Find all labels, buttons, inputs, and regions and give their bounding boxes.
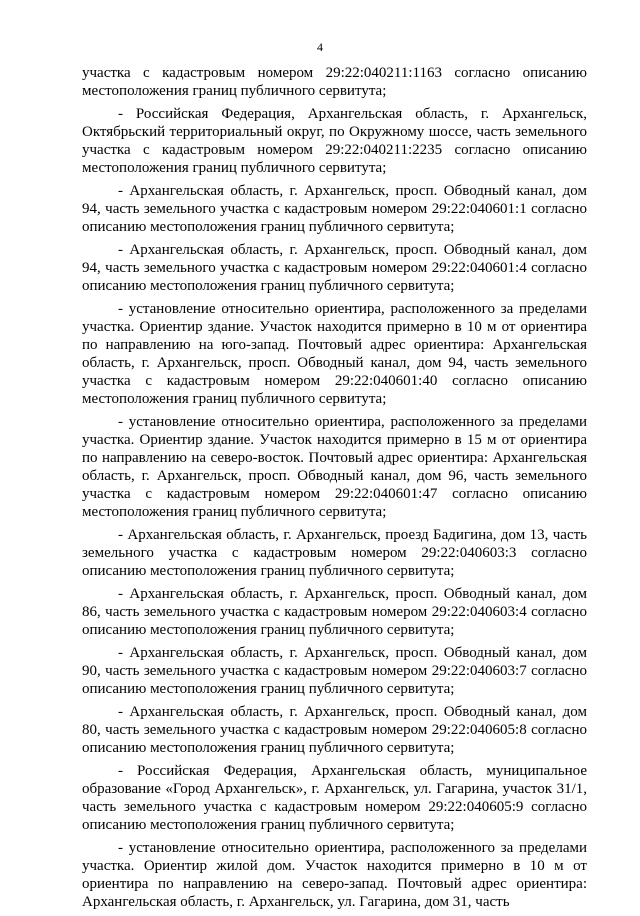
paragraph: - Архангельская область, г. Архангельск, просп. Обводный канал, дом 94, часть земельного участка с кадастровым номером 29:22:040601:1 согласно описанию местоположения границ публичного сервитута;: [82, 183, 587, 235]
paragraph: - установление относительно ориентира, расположенного за пределами участка. Ориентир здание. Участок находится примерно в 15 м от ориентира по направлению на северо-восток. Почтовый адрес ориентира: Архангельская область, г. Архангельск, просп. Обводный канал, дом 96, часть земельного участка с кадастровым номером 29:22:040601:47 согласно описанию местоположения границ публичного сервитута;: [82, 414, 587, 520]
paragraph: - Архангельская область, г. Архангельск, просп. Обводный канал, дом 80, часть земельного участка с кадастровым номером 29:22:040605:8 согласно описанию местоположения границ публичного сервитута;: [82, 704, 587, 756]
paragraph: - Архангельская область, г. Архангельск, просп. Обводный канал, дом 94, часть земельного участка с кадастровым номером 29:22:040601:4 согласно описанию местоположения границ публичного сервитута;: [82, 242, 587, 294]
paragraph: - установление относительно ориентира, расположенного за пределами участка. Ориентир жилой дом. Участок находится примерно в 10 м от ориентира по направлению на северо-запад. Почтовый адрес ориентира: Архангельская область, г. Архангельск, ул. Гагарина, дом 31, часть: [82, 840, 587, 910]
paragraph: - Архангельская область, г. Архангельск, проезд Бадигина, дом 13, часть земельного участка с кадастровым номером 29:22:040603:3 согласно описанию местоположения границ публичного сервитута;: [82, 527, 587, 579]
paragraph: - установление относительно ориентира, расположенного за пределами участка. Ориентир здание. Участок находится примерно в 10 м от ориентира по направлению на юго-запад. Почтовый адрес ориентира: Архангельская область, г. Архангельск, просп. Обводный канал, дом 94, часть земельного участка с кадастровым номером 29:22:040601:40 согласно описанию местоположения границ публичного сервитута;: [82, 301, 587, 407]
paragraph: - Архангельская область, г. Архангельск, просп. Обводный канал, дом 86, часть земельного участка с кадастровым номером 29:22:040603:4 согласно описанию местоположения границ публичного сервитута;: [82, 586, 587, 638]
paragraph: - Архангельская область, г. Архангельск, просп. Обводный канал, дом 90, часть земельного участка с кадастровым номером 29:22:040603:7 согласно описанию местоположения границ публичного сервитута;: [82, 645, 587, 697]
paragraph: участка с кадастровым номером 29:22:040211:1163 согласно описанию местоположения границ публичного сервитута;: [82, 65, 587, 99]
document-body: [82, 64, 587, 916]
page-number: 4: [317, 40, 323, 54]
paragraph: - Российская Федерация, Архангельская область, муниципальное образование «Город Архангельск», г. Архангельск, ул. Гагарина, участок 31/1, часть земельного участка с кадастровым номером 29:22:040605:9 согласно описанию местоположения границ публичного сервитута;: [82, 763, 587, 833]
paragraph: - Российская Федерация, Архангельская область, г. Архангельск, Октябрьский территориальный округ, по Окружному шоссе, часть земельного участка с кадастровым номером 29:22:040211:2235 согласно описанию местоположения границ публичного сервитута;: [82, 106, 587, 176]
